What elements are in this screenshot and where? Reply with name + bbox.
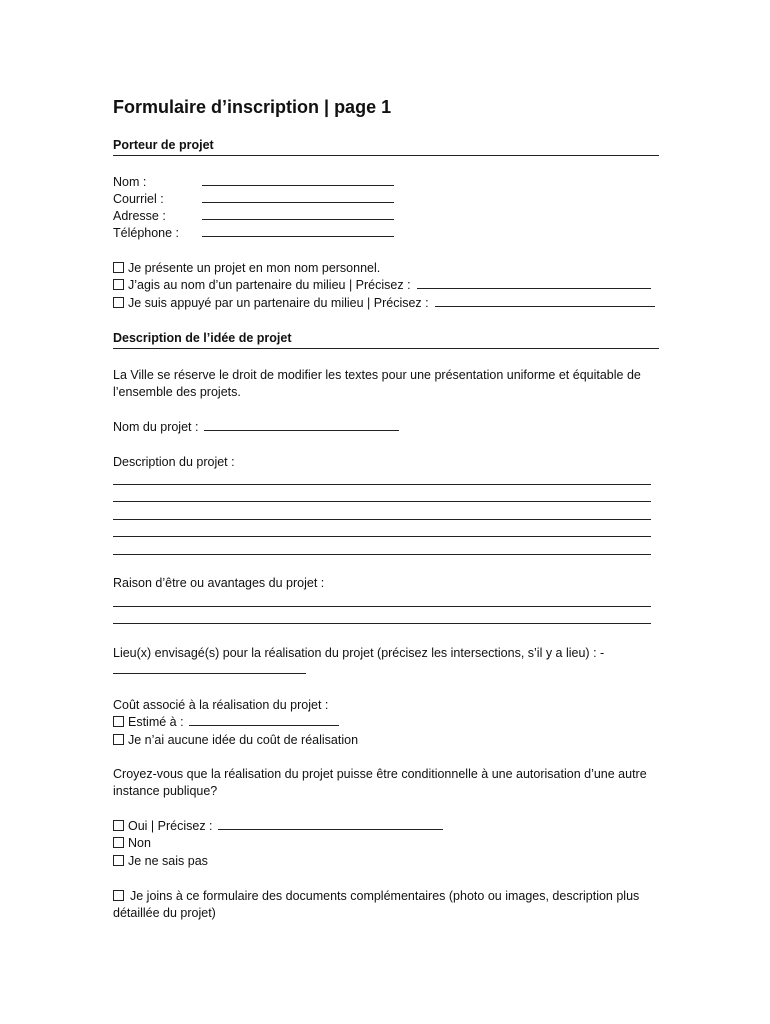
- checkbox-oui[interactable]: [113, 820, 124, 831]
- cost-option-estime: [113, 714, 339, 731]
- field-label-nom: Nom :: [113, 175, 147, 189]
- field-nom: [113, 174, 394, 191]
- field-nom-projet: [113, 419, 399, 436]
- checkbox-ne-sais-pas[interactable]: [113, 855, 124, 866]
- estime-line[interactable]: [189, 714, 339, 726]
- telephone-input-line[interactable]: [202, 225, 394, 237]
- cost-option-aucune-label: Je n’ai aucune idée du coût de réalisation: [128, 733, 359, 747]
- courriel-input-line[interactable]: [202, 191, 394, 203]
- reason-line-1[interactable]: [113, 606, 651, 607]
- partenaire-precisez-line[interactable]: [417, 277, 651, 289]
- attachments-option: [113, 888, 659, 922]
- reason-line-2[interactable]: [113, 623, 651, 624]
- auth-option-ne-sais-pas: [113, 853, 208, 870]
- section-heading-description: Description de l’idée de projet: [113, 330, 659, 349]
- cost-label: Coût associé à la réalisation du projet :: [113, 698, 329, 712]
- cost-option-aucune: [113, 732, 358, 749]
- cost-option-estime-label: Estimé à :: [128, 715, 184, 729]
- field-telephone: [113, 225, 394, 242]
- auth-option-oui: [113, 818, 443, 835]
- description-label: Description du projet :: [113, 455, 235, 469]
- checkbox-documents[interactable]: [113, 890, 124, 901]
- intro-paragraph: La Ville se réserve le droit de modifier les textes pour une présentation uniforme et équitable de l’ensemble des projets.: [113, 368, 641, 399]
- checkbox-appuye[interactable]: [113, 297, 124, 308]
- option-personnel-label: Je présente un projet en mon nom personnel.: [128, 261, 381, 275]
- description-line-1[interactable]: [113, 484, 651, 485]
- description-line-3[interactable]: [113, 519, 651, 520]
- field-label-adresse: Adresse :: [113, 209, 166, 223]
- description-line-5[interactable]: [113, 554, 651, 555]
- field-label-telephone: Téléphone :: [113, 226, 180, 240]
- option-appuye-label: Je suis appuyé par un partenaire du milieu | Précisez :: [128, 296, 429, 310]
- oui-precisez-line[interactable]: [218, 818, 443, 830]
- location-label: Lieu(x) envisagé(s) pour la réalisation du projet (précisez les intersections, s’il y a lieu) : -: [113, 646, 605, 660]
- description-line-4[interactable]: [113, 536, 651, 537]
- checkbox-partenaire[interactable]: [113, 279, 124, 290]
- checkbox-estime[interactable]: [113, 716, 124, 727]
- attachments-label: Je joins à ce formulaire des documents complémentaires (photo ou images, description plus détaillée du projet): [113, 889, 640, 920]
- reason-label: Raison d’être ou avantages du projet :: [113, 576, 325, 590]
- adresse-input-line[interactable]: [202, 208, 394, 220]
- page-title: Formulaire d’inscription | page 1: [113, 97, 392, 117]
- option-personnel: [113, 260, 380, 277]
- authorization-question: Croyez-vous que la réalisation du projet puisse être conditionnelle à une autorisation d’une autre instance publique?: [113, 767, 647, 798]
- option-appuye: [113, 295, 655, 312]
- option-partenaire: [113, 277, 651, 294]
- description-line-2[interactable]: [113, 501, 651, 502]
- option-partenaire-label: J’agis au nom d’un partenaire du milieu | Précisez :: [128, 278, 411, 292]
- field-label-courriel: Courriel :: [113, 192, 164, 206]
- appuye-precisez-line[interactable]: [435, 295, 655, 307]
- checkbox-non[interactable]: [113, 837, 124, 848]
- checkbox-personnel[interactable]: [113, 262, 124, 273]
- nom-projet-line[interactable]: [204, 419, 399, 431]
- auth-option-non-label: Non: [128, 836, 151, 850]
- auth-option-non: [113, 835, 151, 852]
- nom-input-line[interactable]: [202, 174, 394, 186]
- field-adresse: [113, 208, 394, 225]
- checkbox-aucune-idee[interactable]: [113, 734, 124, 745]
- field-courriel: [113, 191, 394, 208]
- location-line[interactable]: [113, 662, 306, 674]
- auth-option-ne-sais-pas-label: Je ne sais pas: [128, 854, 208, 868]
- nom-projet-label: Nom du projet :: [113, 420, 199, 434]
- section-heading-porteur: Porteur de projet: [113, 137, 659, 156]
- location-answer: [113, 662, 306, 679]
- auth-option-oui-label: Oui | Précisez :: [128, 819, 213, 833]
